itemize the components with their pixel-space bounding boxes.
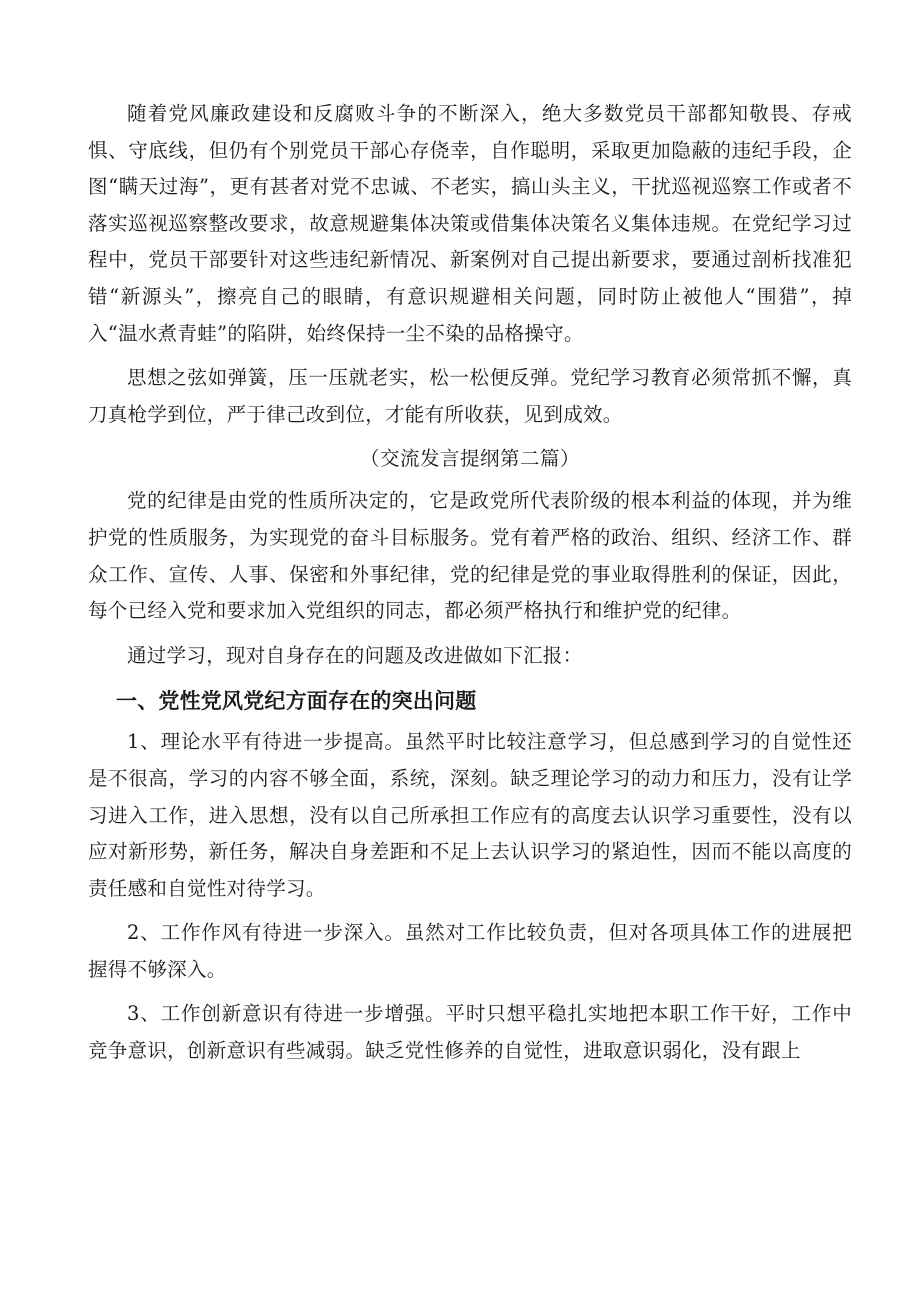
paragraph-report-intro: 通过学习，现对自身存在的问题及改进做如下汇报： xyxy=(127,643,583,667)
paragraph-problem-theory: 1、理论水平有待进一步提高。虽然平时比较注意学习，但总感到学习的自觉性还是不很高，学习的内容不够全面，系统，深刻。缺乏理论学习的动力和压力，没有让学习进入工作，进入思想，没有以自己所承担工作应有的高度去认识学习重要性，没有以应对新形势，新任务，解决自身差距和不足上去认识学习的紧迫性，因而不能以高度的责任感和自觉性对待学习。 xyxy=(88,730,852,900)
section-title: （交流发言提纲第二篇） xyxy=(359,447,580,471)
paragraph-problem-innovation: 3、工作创新意识有待进一步增强。平时只想平稳扎实地把本职工作干好，工作中竞争意识，创新意识有些减弱。缺乏党性修养的自觉性，进取意识弱化，没有跟上 xyxy=(88,1002,852,1063)
paragraph-integrity-vigilance: 随着党风廉政建设和反腐败斗争的不断深入，绝大多数党员干部都知敬畏、存戒惧、守底线，但仍有个别党员干部心存侥幸，自作聪明，采取更加隐蔽的违纪手段，企图“瞒天过海”，更有甚者对党不忠诚、不老实，搞山头主义，干扰巡视巡察工作或者不落实巡视巡察整改要求，故意规避集体决策或借集体决策名义集体违规。在党纪学习过程中，党员干部要针对这些违纪新情况、新案例对自己提出新要求，要通过剖析找准犯错“新源头”，擦亮自己的眼睛，有意识规避相关问题，同时防止被他人“围猎”，掉入“温水煮青蛙”的陷阱，始终保持一尘不染的品格操守。 xyxy=(88,102,852,345)
heading-prominent-problems: 一、党性党风党纪方面存在的突出问题 xyxy=(116,689,477,714)
paragraph-party-discipline: 党的纪律是由党的性质所决定的，它是政党所代表阶级的根本利益的体现，并为维护党的性质服务，为实现党的奋斗目标服务。党有着严格的政治、组织、经济工作、群众工作、宣传、人事、保密和外事纪律，党的纪律是党的事业取得胜利的保证，因此，每个已经入党和要求加入党组织的同志，都必须严格执行和维护党的纪律。 xyxy=(88,489,852,623)
document-body xyxy=(88,96,852,1078)
paragraph-problem-work-style: 2、工作作风有待进一步深入。虽然对工作比较负责，但对各项具体工作的进展把握得不够深入。 xyxy=(88,921,852,981)
paragraph-mindset-spring: 思想之弦如弹簧，压一压就老实，松一松便反弹。党纪学习教育必须常抓不懈，真刀真枪学到位，严于律己改到位，才能有所收获，见到成效。 xyxy=(88,366,852,426)
